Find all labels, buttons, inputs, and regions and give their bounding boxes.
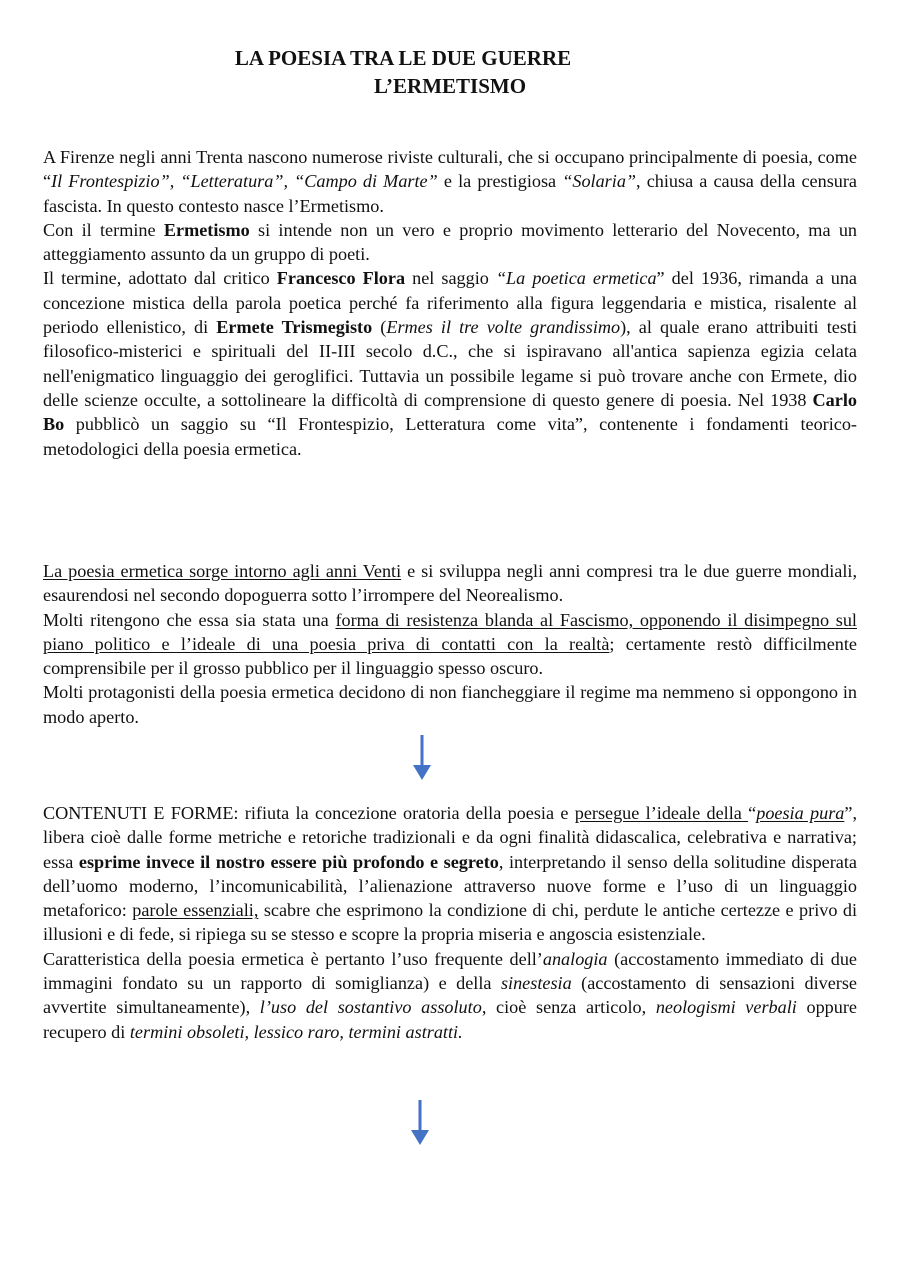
sentence-forme: CONTENUTI E FORME: rifiuta la concezione oratoria della poesia e persegue l’ideale della “poesia pura”, libera cioè dalle forme metriche e retoriche tradizionali e da ogni finalità didascalica, celebrativa e narrativa; essa esprime invece il nostro essere più profondo e segreto, interpretando il senso della solitudine disperata dell’uomo moderno, l’incomunicabilità, l’alienazione attraverso nuove forme e l’uso di un linguaggio metaforico: parole essenziali, scabre che esprimono la condizione di chi, perdute le antiche certezze e privo di illusioni e di fede, si ripiega su se stesso e scopre la propria miseria e angoscia esistenziale. xyxy=(43,803,858,945)
sentence-riviste: A Firenze negli anni Trenta nascono numerose riviste culturali, che si occupano principalmente di poesia, come “Il Frontespizio”, “Letteratura”, “Campo di Marte” e la prestigiosa “Solaria”, chiusa a causa della censura fascista. In questo contesto nasce l’Ermetismo. xyxy=(43,147,857,216)
sentence-caratteristica: Caratteristica della poesia ermetica è pertanto l’uso frequente dell’analogia (accostamento immediato di due immagini fondato su un rapporto di somiglianza) e della sinestesia (accostamento di sensazioni diverse avvertite simultaneamente), l’uso del sostantivo assoluto, cioè senza articolo, neologismi verbali oppure recupero di termini obsoleti, lessico raro, termini astratti. xyxy=(43,948,858,1042)
document-title: LA POESIA TRA LE DUE GUERRE xyxy=(234,46,572,70)
sentence-protagonisti: Molti protagonisti della poesia ermetica decidono di non fiancheggiare il regime ma nemmeno si oppongono in modo aperto. xyxy=(43,682,857,727)
sentence-termine: Con il termine Ermetismo si intende non un vero e proprio movimento letterario del Novecento, ma un atteggiamento assunto da un gruppo di poeti. xyxy=(43,219,858,265)
sentence-flora: Il termine, adottato dal critico Francesco Flora nel saggio “La poetica ermetica” del 1936, rimanda a una concezione mistica della parola poetica perché fa riferimento alla figura leggendaria e mistica, risalente al periodo ellenistico, di Ermete Trismegisto (Ermes il tre volte grandissimo), al quale erano attribuiti testi filosofico-misterici e spirituali del II-III secolo d.C., che si ispiravano all'antica sapienza egizia celata nell'enigmatico linguaggio dei geroglifici. Tuttavia un possibile legame si può trovare anche con Ermete, dio delle scienze occulte, a sottolineare la difficoltà di comprensione di questo genere di poesia. Nel 1938 Carlo Bo pubblicò un saggio su “Il Frontespizio, Letteratura come vita”, contenente i fondamenti teorico-metodologici della poesia ermetica. xyxy=(43,268,858,459)
paragraph-history xyxy=(43,559,857,729)
arrow-down-icon xyxy=(412,735,432,781)
arrow-down-icon xyxy=(410,1100,430,1146)
paragraph-contenuti xyxy=(43,801,857,1044)
paragraph-origins xyxy=(43,145,857,461)
document-subtitle: L’ERMETISMO xyxy=(373,74,527,98)
sentence-sorge: La poesia ermetica sorge intorno agli anni Venti e si sviluppa negli anni compresi tra le due guerre mondiali, esaurendosi nel secondo dopoguerra sotto l’irrompere del Neorealismo. xyxy=(43,561,858,606)
sentence-resistenza: Molti ritengono che essa sia stata una forma di resistenza blanda al Fascismo, opponendo il disimpegno sul piano politico e l’ideale di una poesia priva di contatti con la realtà; certamente restò difficilmente comprensibile per il grosso pubblico per il linguaggio spesso oscuro. xyxy=(43,609,857,679)
